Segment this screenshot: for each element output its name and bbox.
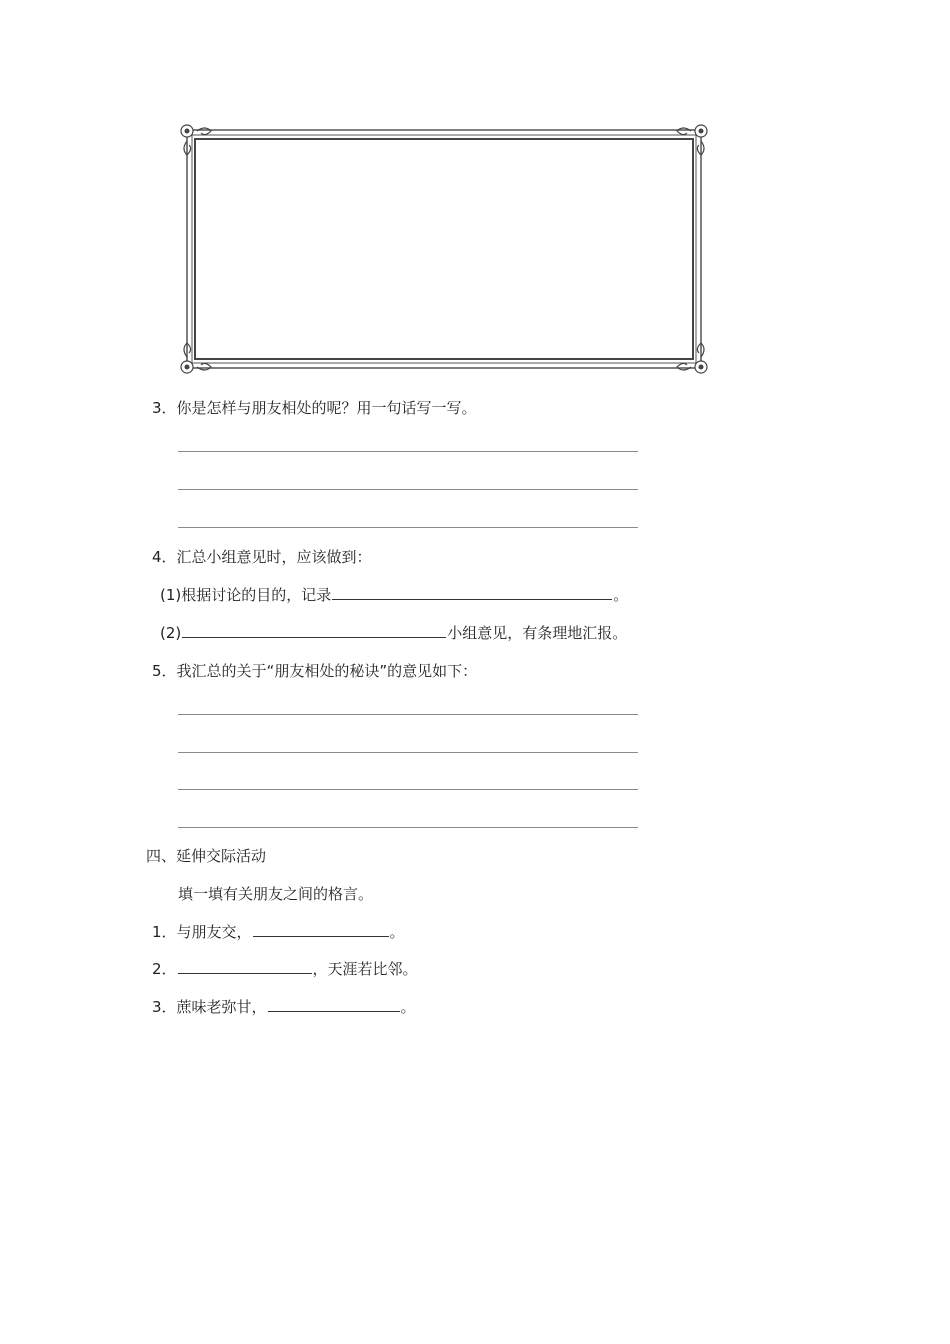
item-1-suffix: 。 — [613, 586, 629, 604]
question-4-prompt: 4．汇总小组意见时，应该做到： — [152, 548, 372, 566]
fill-blank[interactable] — [332, 585, 612, 600]
answer-line[interactable] — [178, 752, 638, 753]
proverb-suffix: 。 — [400, 998, 416, 1016]
proverb-suffix: 。 — [389, 923, 405, 941]
fill-blank[interactable] — [182, 623, 446, 638]
answer-line[interactable] — [178, 451, 638, 452]
question-3-prompt: 3．你是怎样与朋友相处的呢？用一句话写一写。 — [152, 399, 477, 417]
answer-line[interactable] — [178, 489, 638, 490]
answer-line[interactable] — [178, 714, 638, 715]
fill-blank[interactable] — [268, 997, 400, 1012]
proverb-suffix: ，天涯若比邻。 — [312, 960, 418, 978]
answer-line[interactable] — [178, 527, 638, 528]
question-4-item-1 — [160, 585, 628, 605]
ornamental-border — [179, 124, 709, 374]
proverb-item-2 — [152, 959, 418, 979]
section-4-heading: 四、延伸交际活动 — [146, 847, 267, 865]
drawing-frame — [179, 124, 709, 374]
answer-line[interactable] — [178, 827, 638, 828]
proverb-item-3 — [152, 997, 416, 1017]
proverb-item-1 — [152, 922, 405, 942]
fill-blank[interactable] — [253, 922, 389, 937]
question-4-item-2 — [160, 623, 627, 643]
answer-line[interactable] — [178, 789, 638, 790]
item-2-prefix: (2) — [160, 624, 182, 642]
section-4-instruction: 填一填有关朋友之间的格言。 — [178, 885, 374, 903]
proverb-prefix: 3．蔗味老弥甘， — [152, 998, 267, 1016]
proverb-prefix: 2． — [152, 960, 177, 978]
fill-blank[interactable] — [178, 959, 312, 974]
item-1-prefix: (1)根据讨论的目的，记录 — [160, 586, 332, 604]
question-5-prompt: 5．我汇总的关于“朋友相处的秘诀”的意见如下： — [152, 662, 478, 680]
item-2-suffix: 小组意见，有条理地汇报。 — [447, 624, 628, 642]
proverb-prefix: 1．与朋友交， — [152, 923, 252, 941]
